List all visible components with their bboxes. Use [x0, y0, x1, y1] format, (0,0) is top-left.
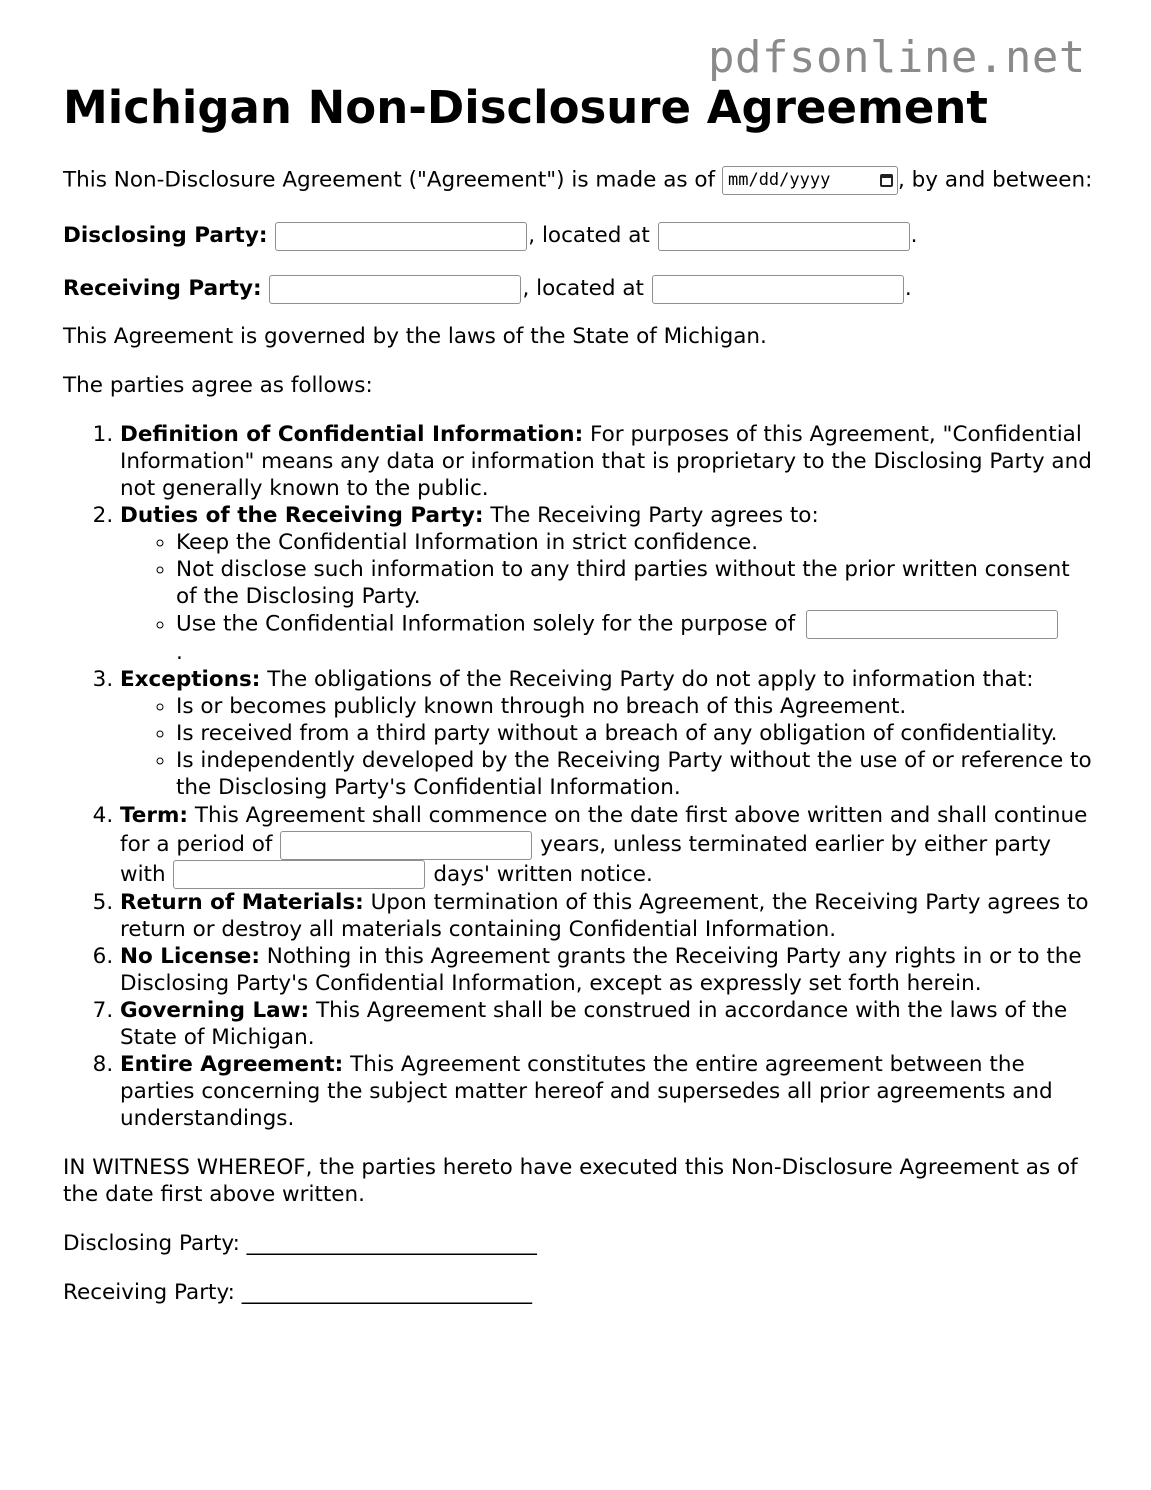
receiving-party-address-input[interactable] [652, 275, 904, 304]
calendar-icon[interactable] [880, 174, 893, 187]
intro-text-end: , by and between: [897, 167, 1093, 193]
disclosing-party-row [63, 219, 1093, 252]
section-text: This Agreement shall be construed in accordance with the laws of the State of Michigan. [120, 998, 1068, 1050]
intro-text: This Non-Disclosure Agreement ("Agreement") is made as of [63, 167, 716, 193]
receiving-located-text: , located at [522, 276, 644, 301]
disclosing-party-address-input[interactable] [658, 222, 910, 251]
term-years-input[interactable] [280, 831, 532, 860]
section-title: Duties of the Receiving Party: [120, 503, 484, 528]
list-item [176, 610, 1093, 666]
agreement-date-input[interactable] [722, 166, 898, 195]
list-item: ◦ Is received from a third party without a breach of any obligation of confidentiality. [176, 720, 1093, 747]
section-title: No License: [120, 944, 260, 969]
section-title: Governing Law: [120, 998, 310, 1023]
term-return-materials [120, 889, 1093, 943]
document [63, 80, 1093, 1328]
disclosing-end: . [910, 223, 918, 248]
list-item: ◦ Keep the Confidential Information in strict confidence. [176, 529, 1093, 556]
receiving-signature-line: Receiving Party: ___________________________ [63, 1280, 532, 1305]
witness-text: IN WITNESS WHEREOF, the parties hereto have executed this Non-Disclosure Agreement as of the date first above written. [63, 1155, 1078, 1207]
section-text: For purposes of this Agreement, "Confidential Information" means any data or information that is proprietary to the Disclosing Party and not generally known to the public. [120, 422, 1092, 501]
purpose-input[interactable] [806, 610, 1058, 639]
term-duties [120, 502, 1093, 666]
receiving-party-row [63, 272, 1093, 305]
term-no-license [120, 943, 1093, 997]
purpose-end: . [176, 640, 183, 665]
intro-paragraph [63, 166, 1093, 195]
term-definition [120, 421, 1093, 502]
exceptions-list [120, 693, 1093, 801]
section-title: Term: [120, 803, 188, 828]
section-text: The Receiving Party agrees to: [483, 503, 819, 528]
receiving-end: . [904, 276, 912, 301]
watermark: pdfsonline.net [708, 32, 1086, 83]
disclosing-party-name-input[interactable] [275, 222, 527, 251]
section-title: Entire Agreement: [120, 1052, 344, 1077]
receiving-party-name-input[interactable] [269, 275, 521, 304]
page-title: Michigan Non-Disclosure Agreement [63, 81, 988, 134]
receiving-party-label: Receiving Party: [63, 276, 262, 301]
term-governing-law [120, 997, 1093, 1051]
disclosing-party-label: Disclosing Party: [63, 223, 268, 248]
disclosing-located-text: , located at [528, 223, 650, 248]
section-title: Exceptions: [120, 667, 261, 692]
section-text: Upon termination of this Agreement, the Receiving Party agrees to return or destroy all materials containing Confidential Information. [120, 890, 1089, 942]
list-item: ◦ Is or becomes publicly known through no breach of this Agreement. [176, 693, 1093, 720]
section-title: Return of Materials: [120, 890, 364, 915]
section-text: This Agreement constitutes the entire agreement between the parties concerning the subject matter hereof and supersedes all prior agreements and understandings. [120, 1052, 1053, 1131]
list-item: ◦ Is independently developed by the Receiving Party without the use of or reference to the Disclosing Party's Confidential Information. [176, 747, 1093, 801]
term-exceptions [120, 666, 1093, 801]
purpose-text: Use the Confidential Information solely for the purpose of [176, 611, 796, 637]
disclosing-signature-line: Disclosing Party: ___________________________ [63, 1231, 537, 1256]
governed-text: This Agreement is governed by the laws of the State of Michigan. [63, 324, 767, 349]
section-text: This Agreement shall commence on the date first above written and shall continue for a period of [120, 803, 1088, 857]
section-title: Definition of Confidential Information: [120, 422, 584, 447]
notice-days-input[interactable] [173, 860, 425, 889]
terms-list [63, 421, 1093, 1132]
section-text: Nothing in this Agreement grants the Receiving Party any rights in or to the Disclosing Party's Confidential Information, except as expressly set forth herein. [120, 944, 1082, 996]
term-entire-agreement [120, 1051, 1093, 1132]
date-placeholder: mm/dd/yyyy [727, 170, 831, 190]
section-text: days' written notice. [433, 861, 653, 887]
section-text: The obligations of the Receiving Party do not apply to information that: [260, 667, 1034, 692]
agree-text: The parties agree as follows: [63, 373, 373, 398]
duties-list [120, 529, 1093, 666]
term-duration [120, 801, 1093, 889]
section-text: years, unless terminated earlier by either party with [120, 832, 1051, 887]
list-item: ◦ Not disclose such information to any third parties without the prior written consent of the Disclosing Party. [176, 556, 1093, 610]
